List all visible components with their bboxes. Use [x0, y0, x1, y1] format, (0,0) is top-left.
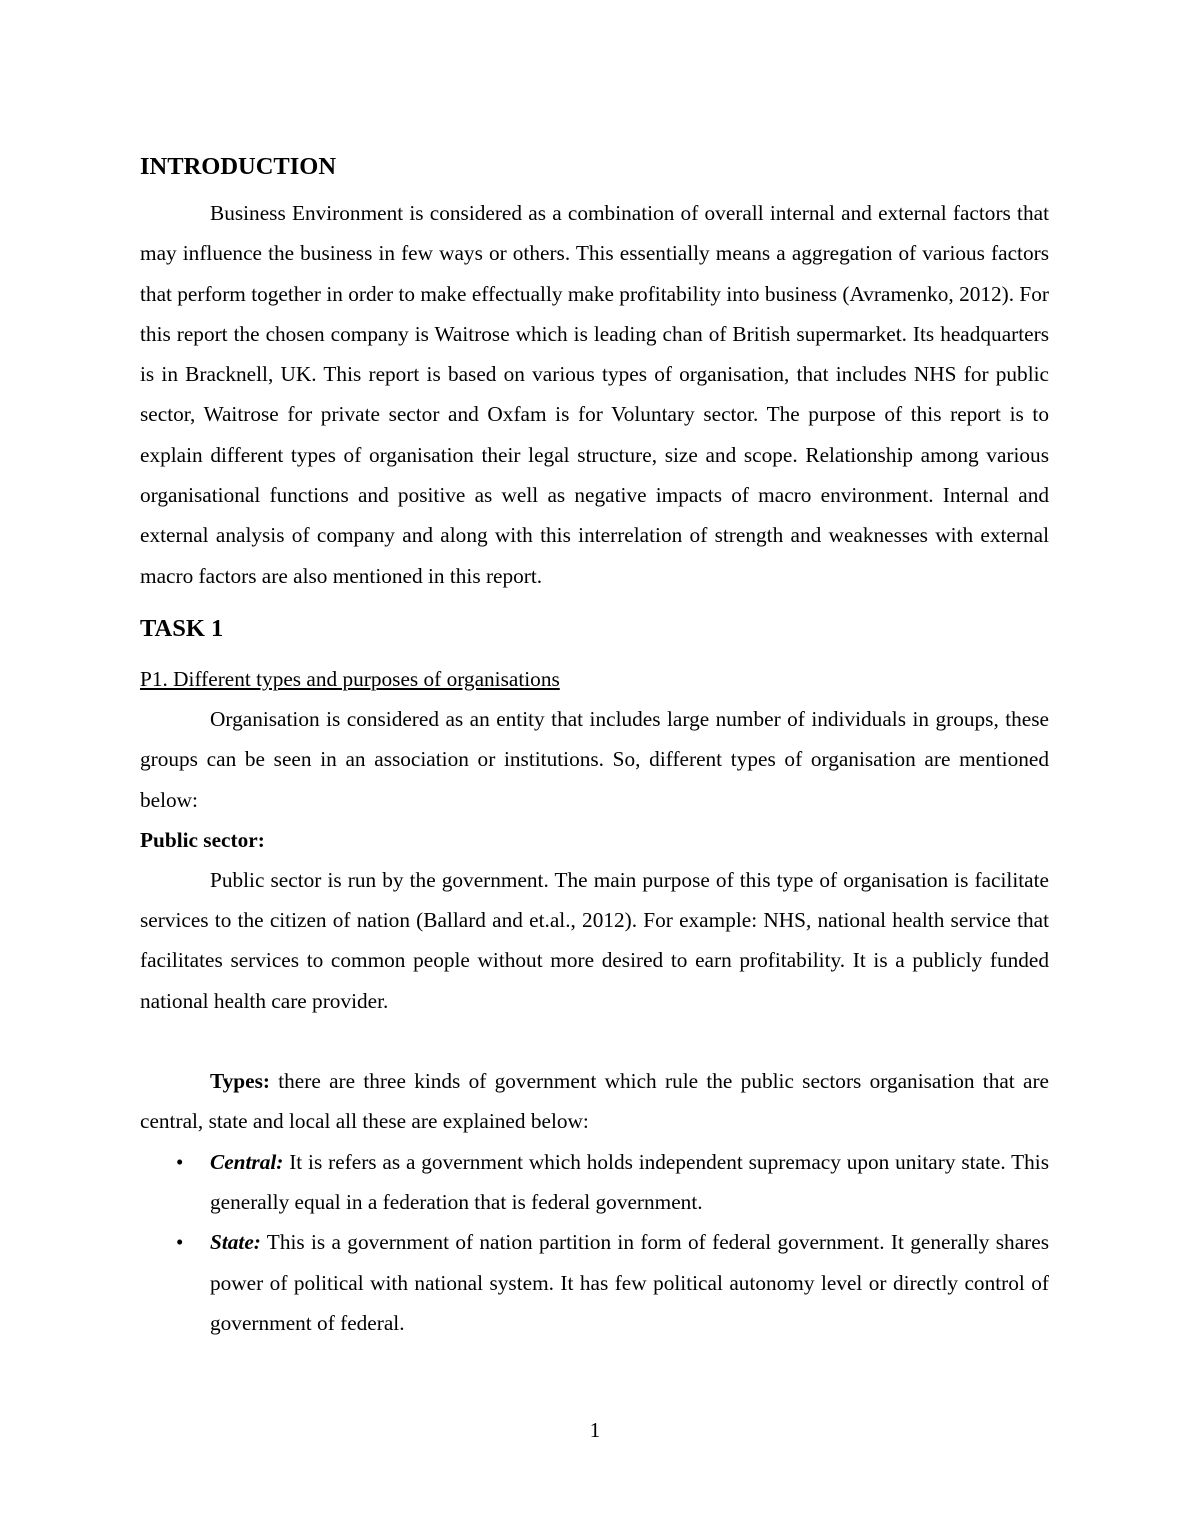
introduction-heading: INTRODUCTION — [140, 153, 337, 180]
bullet-icon: • — [176, 1149, 184, 1174]
list-item — [140, 1222, 1049, 1343]
bullet-text: This is a government of nation partition in form of federal government. It generally shares power of political with national system. It has few political autonomy level or directly control of government of federal. — [210, 1230, 1049, 1335]
public-sector-paragraph: Public sector is run by the government. The main purpose of this type of organisation is facilitate services to the citizen of nation (Ballard and et.al., 2012). For example: NHS, national health service that facilitates services to common people without more desired to earn profitability. It is a publicly funded national health care provider. — [140, 867, 1049, 1013]
types-text: there are three kinds of government which rule the public sectors organisation that are central, state and local all these are explained below: — [140, 1069, 1049, 1134]
p1-subheading: P1. Different types and purposes of organisations — [140, 666, 560, 691]
bullet-term: State: — [210, 1230, 261, 1255]
document-page — [140, 150, 1049, 1343]
public-sector-label: Public sector: — [140, 827, 265, 852]
list-item — [140, 1142, 1049, 1223]
introduction-paragraph: Business Environment is considered as a combination of overall internal and external factors that may influence the business in few ways or others. This essentially means a aggregation of various factors that perform together in order to make effectually make profitability into business (Avramenko, 2012). For this report the chosen company is Waitrose which is leading chan of British supermarket. Its headquarters is in Bracknell, UK. This report is based on various types of organisation, that includes NHS for public sector, Waitrose for private sector and Oxfam is for Voluntary sector. The purpose of this report is to explain different types of organisation their legal structure, size and scope. Relationship among various organisational functions and positive as well as negative impacts of macro environment. Internal and external analysis of company and along with this interrelation of strength and weaknesses with external macro factors are also mentioned in this report. — [140, 201, 1049, 588]
page-number: 1 — [589, 1418, 601, 1442]
types-label: Types: — [210, 1069, 270, 1094]
bullet-icon: • — [176, 1230, 184, 1255]
bullet-text: It is refers as a government which holds independent supremacy upon unitary state. This generally equal in a federation that is federal government. — [210, 1149, 1049, 1214]
government-types-list — [140, 1142, 1049, 1343]
bullet-term: Central: — [210, 1149, 284, 1174]
task1-heading: TASK 1 — [140, 614, 224, 642]
organisation-intro-paragraph: Organisation is considered as an entity that includes large number of individuals in groups, these groups can be seen in an association or institutions. So, different types of organisation are mentioned below: — [140, 706, 1049, 812]
types-paragraph — [140, 1061, 1049, 1142]
